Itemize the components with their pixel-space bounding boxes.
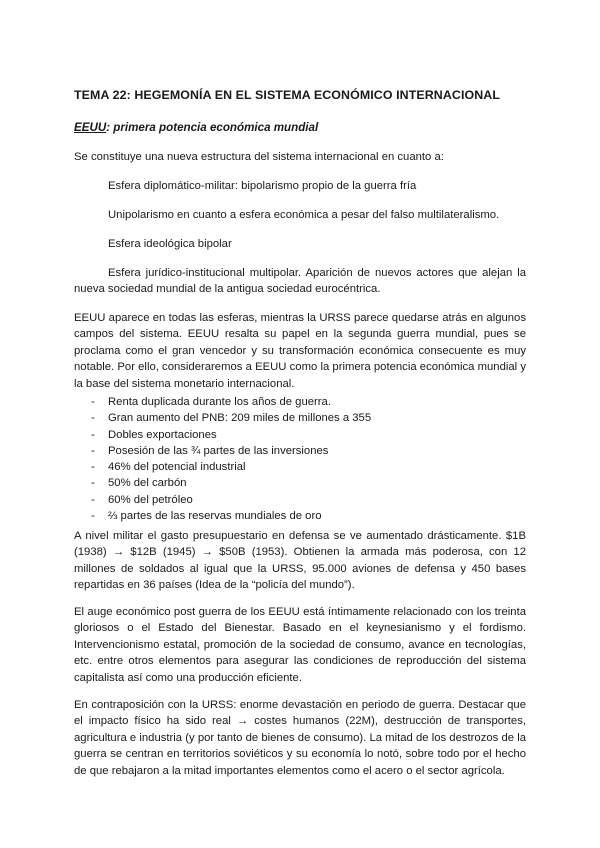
section-subtitle bbox=[74, 121, 318, 134]
bullet-dash: - bbox=[91, 477, 95, 490]
list-item-text: 46% del potencial industrial bbox=[108, 461, 246, 474]
list-item-text: Dobles exportaciones bbox=[108, 428, 217, 441]
list-item-text: ⅔ partes de las reservas mundiales de oro bbox=[108, 510, 322, 523]
paragraph-military: A nivel militar el gasto presupuestario en defensa se ve aumentado drásticamente. $1B (1938) → $12B (1945) → $50B (1953). Obtienen la armada más poderosa, con 12 millones de soldados al igual que la URSS, 95.000 aviones de defensa y 450 bases repartidas en 36 países (Idea de la “policía del mundo”). bbox=[74, 530, 526, 592]
list-item-text: Gran aumento del PNB: 209 miles de millones a 355 bbox=[108, 412, 372, 425]
list-item-text: 60% del petróleo bbox=[108, 493, 193, 506]
paragraph-eeuu: EEUU aparece en todas las esferas, mientras la URSS parece quedarse atrás en algunos campos del sistema. EEUU resalta su papel en la segunda guerra mundial, pues se proclama como el gran vencedor y su transformación económica consecuente es muy notable. Por ello, consideraremos a EEUU como la primera potencia económica mundial y la base del sistema monetario internacional. bbox=[74, 312, 526, 390]
sphere-item: Unipolarismo en cuanto a esfera económica a pesar del falso multilateralismo. bbox=[108, 209, 500, 221]
list-item-text: Renta duplicada durante los años de guerra. bbox=[108, 396, 331, 408]
paragraph-urss: En contraposición con la URSS: enorme devastación en periodo de guerra. Destacar que el impacto físico ha sido real → costes humanos (22M), destrucción de transportes, agricultura e industria (y por tanto de bienes de consumo). La mitad de los destrozos de la guerra se centran en territorios soviéticos y su economía lo notó, sobre todo por el hecho de que rebajaron a la mitad importantes elementos como el acero o el sector agrícola. bbox=[74, 699, 526, 777]
list-item bbox=[74, 508, 322, 524]
paragraph-boom: El auge económico post guerra de los EEUU está íntimamente relacionado con los treinta gloriosos o el Estado del Bienestar. Basado en el keynesianismo y el fordismo. Intervencionismo estatal, promoción de la sociedad de consumo, avance en tecnologías, etc. entre otros elementos para asegurar las condiciones de reproducción del sistema capitalista así como una producción eficiente. bbox=[74, 606, 526, 684]
sphere-item: Esfera jurídico-institucional multipolar. Aparición de nuevos actores que alejan la nueva sociedad mundial de la antigua sociedad eurocéntrica. bbox=[74, 267, 526, 296]
bullet-dash: - bbox=[91, 444, 95, 457]
bullet-dash: - bbox=[91, 461, 95, 474]
list-item bbox=[74, 427, 217, 443]
bullet-dash: - bbox=[91, 428, 95, 441]
list-item bbox=[74, 492, 193, 508]
sphere-item: Esfera diplomático-militar: bipolarismo propio de la guerra fría bbox=[108, 180, 417, 192]
subtitle-prefix: EEUU bbox=[74, 121, 107, 134]
list-item bbox=[74, 410, 372, 426]
statistics-list bbox=[74, 394, 372, 524]
list-item bbox=[74, 443, 329, 459]
document-title: TEMA 22: HEGEMONÍA EN EL SISTEMA ECONÓMICO INTERNACIONAL bbox=[74, 88, 500, 102]
list-item-text: 50% del carbón bbox=[108, 477, 187, 490]
bullet-dash: - bbox=[91, 493, 95, 506]
intro-paragraph: Se constituye una nueva estructura del sistema internacional en cuanto a: bbox=[74, 151, 444, 163]
bullet-dash: - bbox=[91, 412, 95, 425]
subtitle-rest: : primera potencia económica mundial bbox=[106, 121, 319, 134]
list-item bbox=[74, 459, 246, 475]
bullet-dash: - bbox=[91, 510, 95, 523]
list-item bbox=[74, 475, 187, 491]
list-item-text: Posesión de las ¾ partes de las inversiones bbox=[108, 444, 329, 457]
sphere-item: Esfera ideológica bipolar bbox=[108, 238, 232, 250]
list-item bbox=[74, 394, 331, 410]
bullet-dash: - bbox=[91, 396, 95, 408]
